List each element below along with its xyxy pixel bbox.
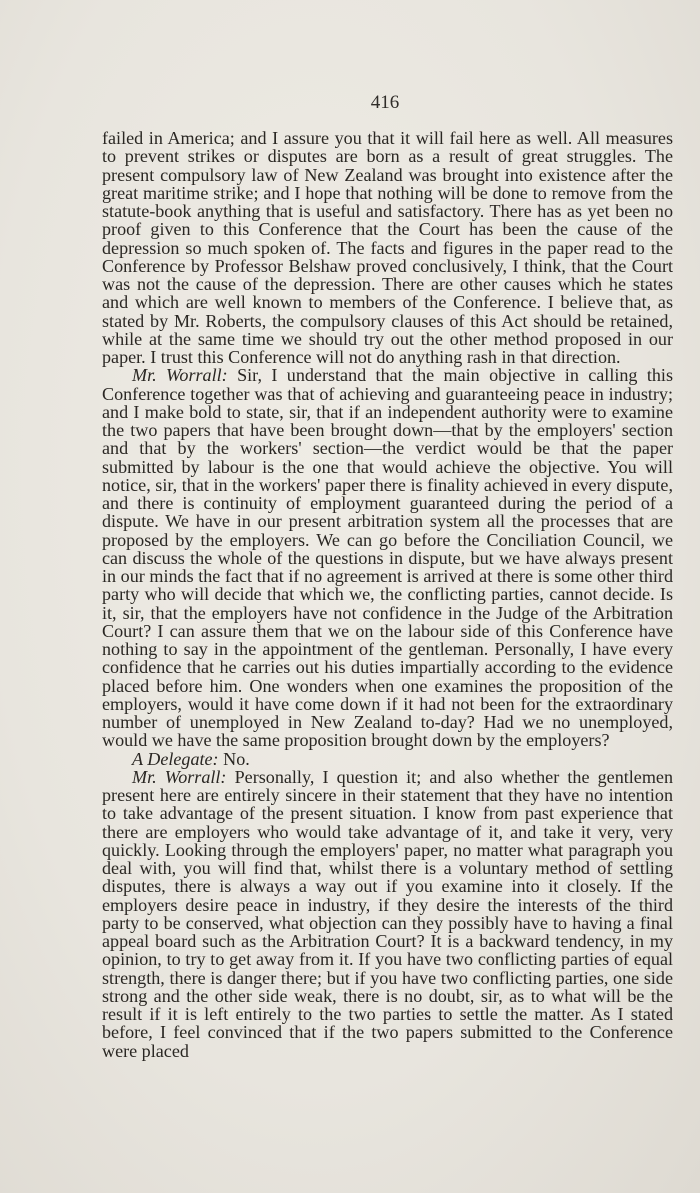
paragraph-4 [102, 768, 673, 1060]
paragraph-2 [102, 366, 673, 749]
paragraph-text: Sir, I understand that the main objective in calling this Conference together was that of achieving and guaranteeing peace in industry; and I make bold to state, sir, that if an independent authority were to examine the two papers that have been brought down—that by the employers' section and that by the workers' section—the verdict would be that the paper submitted by labour is the one that would achieve the objective. You will notice, sir, that in the workers' paper there is finality achieved in every dispute, and there is continuity of employment guaranteed during the period of a dispute. We have in our present arbitration system all the processes that are proposed by the employers. We can go before the Conciliation Council, we can discuss the whole of the questions in dispute, but we have always present in our minds the fact that if no agreement is arrived at there is some other third party who will decide that which we, the conflicting parties, cannot decide. Is it, sir, that the employers have not confidence in the Judge of the Arbitration Court? I can assure them that we on the labour side of this Conference have nothing to say in the appointment of the gentleman. Personally, I have every confidence that he carries out his duties impartially according to the evidence placed before him. One wonders when one examines the proposition of the employers, would it have come down if it had not been for the extraordinary number of unemployed in New Zealand to-day? Had we no unemployed, would we have the same proposition brought down by the employers? [102, 365, 673, 751]
speaker-label: Mr. Worrall: [132, 766, 227, 787]
speaker-label: Mr. Worrall: [132, 365, 228, 386]
paragraph-1 [102, 129, 673, 366]
page-number: 416 [370, 92, 400, 113]
paragraph-text: No. [223, 748, 250, 769]
speaker-label: A Delegate: [132, 748, 219, 769]
paragraph-3 [102, 750, 673, 768]
paragraph-text: failed in America; and I assure you that it will fail here as well. All measures to prevent strikes or disputes are born as a result of great struggles. The present compulsory law of New Zealand was brought into existence after the great maritime strike; and I hope that nothing will be done to remove from the statute-book anything that is useful and satisfactory. There has as yet been no proof given to this Conference that the Court has been the cause of the depression so much spoken of. The facts and figures in the paper read to the Conference by Professor Belshaw proved conclusively, I think, that the Court was not the cause of the depression. There are other causes which he states and which are well known to members of the Conference. I believe that, as stated by Mr. Roberts, the compulsory clauses of this Act should be retained, while at the same time we should try out the other method proposed in our paper. I trust this Conference will not do anything rash in that direction. [102, 128, 673, 367]
body-text [102, 129, 673, 1060]
paragraph-text: Personally, I question it; and also whether the gentlemen present here are entirely sincere in their statement that they have no intention to take advantage of the present situation. I know from past experience that there are employers who would take advantage of it, and take it very, very quickly. Looking through the employers' paper, no matter what paragraph you deal with, you will find that, whilst there is a voluntary method of settling disputes, there is always a way out if you examine into it closely. If the employers desire peace in industry, if they desire the interests of the third party to be conserved, what objection can they possibly have to having a final appeal board such as the Arbitration Court? It is a backward tendency, in my opinion, to try to get away from it. If you have two conflicting parties of equal strength, there is danger there; but if you have two conflicting parties, one side strong and the other side weak, there is no doubt, sir, as to what will be the result if it is left entirely to the two parties to settle the matter. As I stated before, I feel convinced that if the two papers submitted to the Conference were placed [102, 766, 673, 1061]
